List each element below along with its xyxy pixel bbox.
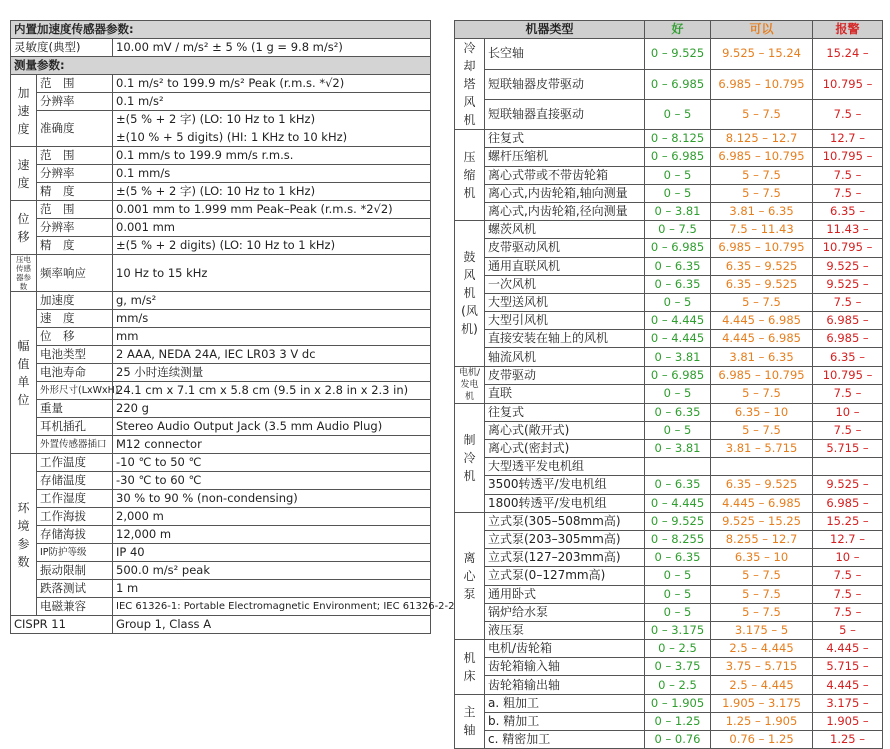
- acceptable-range: 6.35 – 9.525: [711, 275, 813, 293]
- alarm-threshold: 12.7 –: [813, 530, 883, 548]
- machine-name: 大型送风机: [485, 293, 645, 311]
- alarm-threshold: 7.5 –: [813, 166, 883, 184]
- acceptable-range: 8.125 – 12.7: [711, 130, 813, 148]
- good-range: 0 – 8.125: [645, 130, 711, 148]
- header-alarm: 报警: [813, 21, 883, 39]
- table-row: [455, 621, 883, 639]
- units-group-label: 幅值单位: [11, 292, 37, 454]
- table-row: [455, 530, 883, 548]
- good-range: 0 – 4.445: [645, 494, 711, 512]
- spec-label: 重量: [37, 400, 113, 418]
- machine-name: 立式泵(305–508mm高): [485, 512, 645, 530]
- table-row: [455, 712, 883, 730]
- table-row: [455, 293, 883, 311]
- table-row: [455, 69, 883, 99]
- spec-label: 速 度: [37, 310, 113, 328]
- alarm-threshold: 9.525 –: [813, 257, 883, 275]
- table-row: [11, 346, 431, 364]
- table-row: [455, 403, 883, 421]
- good-range: 0 – 9.525: [645, 512, 711, 530]
- spec-value: M12 connector: [113, 436, 431, 454]
- table-row: [455, 275, 883, 293]
- good-range: 0 – 9.525: [645, 39, 711, 69]
- machine-name: 短联轴器直接驱动: [485, 99, 645, 129]
- cispr-label: CISPR 11: [11, 616, 113, 634]
- alarm-threshold: 9.525 –: [813, 275, 883, 293]
- machine-group-label: 主轴: [455, 694, 485, 749]
- acceptable-range: 9.525 – 15.24: [711, 39, 813, 69]
- acceptable-range: 5 – 7.5: [711, 184, 813, 202]
- disp-range-label: 范 围: [37, 201, 113, 219]
- sensor-spec-table: [10, 20, 455, 634]
- machine-name: 1800转透平/发电机组: [485, 494, 645, 512]
- freq-response-value: 10 Hz to 15 kHz: [113, 255, 431, 292]
- velocity-group-label: 速度: [11, 147, 37, 201]
- machine-name: 一次风机: [485, 275, 645, 293]
- machine-name: 齿轮箱输出轴: [485, 676, 645, 694]
- good-range: 0 – 6.35: [645, 257, 711, 275]
- good-range: 0 – 6.985: [645, 366, 711, 385]
- freq-response-label: 频率响应: [37, 255, 113, 292]
- alarm-threshold: 7.5 –: [813, 421, 883, 439]
- good-range: 0 – 5: [645, 385, 711, 404]
- table-row: [455, 494, 883, 512]
- vel-resolution-value: 0.1 mm/s: [113, 165, 431, 183]
- machine-name: a. 粗加工: [485, 694, 645, 712]
- machine-name: 3500转透平/发电机组: [485, 476, 645, 494]
- acceptable-range: 2.5 – 4.445: [711, 640, 813, 658]
- good-range: [645, 458, 711, 476]
- machine-name: 锅炉给水泵: [485, 603, 645, 621]
- table-row: [455, 348, 883, 366]
- acceptable-range: 5 – 7.5: [711, 385, 813, 404]
- spec-value: -30 ℃ to 60 ℃: [113, 472, 431, 490]
- alarm-threshold: 7.5 –: [813, 585, 883, 603]
- table-row: [455, 99, 883, 129]
- spec-value: Stereo Audio Output Jack (3.5 mm Audio Plug): [113, 418, 431, 436]
- good-range: 0 – 4.445: [645, 312, 711, 330]
- table-row: [455, 184, 883, 202]
- table-row: [11, 436, 431, 454]
- alarm-threshold: 5.715 –: [813, 440, 883, 458]
- alarm-threshold: 6.985 –: [813, 312, 883, 330]
- good-range: 0 – 1.25: [645, 712, 711, 730]
- sensitivity-label: 灵敏度(典型): [11, 39, 113, 57]
- environment-group-label: 环境参数: [11, 454, 37, 616]
- machine-name: 直联: [485, 385, 645, 404]
- disp-resolution-label: 分辨率: [37, 219, 113, 237]
- acceptable-range: 2.5 – 4.445: [711, 676, 813, 694]
- spec-value: IP 40: [113, 544, 431, 562]
- table-row: [455, 603, 883, 621]
- machine-name: 离心式(密封式): [485, 440, 645, 458]
- acceptable-range: 5 – 7.5: [711, 166, 813, 184]
- acceptable-range: 4.445 – 6.985: [711, 494, 813, 512]
- acceptable-range: 4.445 – 6.985: [711, 312, 813, 330]
- table-row: [455, 312, 883, 330]
- alarm-threshold: 7.5 –: [813, 184, 883, 202]
- good-range: 0 – 5: [645, 585, 711, 603]
- machine-name: 短联轴器皮带驱动: [485, 69, 645, 99]
- alarm-threshold: 10.795 –: [813, 69, 883, 99]
- measure-params-header: 测量参数:: [11, 57, 431, 75]
- spec-value: mm/s: [113, 310, 431, 328]
- machine-name: 离心式,内齿轮箱,轴向测量: [485, 184, 645, 202]
- table-row: [11, 508, 431, 526]
- machine-name: 立式泵(0–127mm高): [485, 567, 645, 585]
- spec-label: IP防护等级: [37, 544, 113, 562]
- alarm-threshold: 4.445 –: [813, 640, 883, 658]
- alarm-threshold: 6.985 –: [813, 494, 883, 512]
- table-row: [11, 490, 431, 508]
- table-row: [11, 328, 431, 346]
- spec-value: 30 % to 90 % (non-condensing): [113, 490, 431, 508]
- vel-accuracy-label: 精 度: [37, 183, 113, 201]
- spec-value: 25 小时连续测量: [113, 364, 431, 382]
- acceptable-range: 5 – 7.5: [711, 567, 813, 585]
- alarm-threshold: 7.5 –: [813, 567, 883, 585]
- alarm-threshold: 15.24 –: [813, 39, 883, 69]
- table-row: [11, 310, 431, 328]
- header-machine-type: 机器类型: [455, 21, 645, 39]
- good-range: 0 – 6.985: [645, 69, 711, 99]
- machine-name: 立式泵(203–305mm高): [485, 530, 645, 548]
- acceptable-range: 6.35 – 9.525: [711, 257, 813, 275]
- machine-group-label: 制冷机: [455, 403, 485, 512]
- disp-accuracy-value: ±(5 % + 2 digits) (LO: 10 Hz to 1 kHz): [113, 237, 431, 255]
- machine-name: 液压泵: [485, 621, 645, 639]
- table-row: [455, 658, 883, 676]
- table-row: [455, 476, 883, 494]
- good-range: 0 – 0.76: [645, 731, 711, 749]
- machine-group-label: 机床: [455, 640, 485, 695]
- good-range: 0 – 2.5: [645, 676, 711, 694]
- spec-label: 电磁兼容: [37, 598, 113, 616]
- alarm-threshold: 7.5 –: [813, 99, 883, 129]
- spec-label: 加速度: [37, 292, 113, 310]
- machine-name: 通用直联风机: [485, 257, 645, 275]
- table-row: [455, 39, 883, 69]
- table-row: [455, 676, 883, 694]
- machine-group-label: 冷却塔风机: [455, 39, 485, 130]
- good-range: 0 – 5: [645, 421, 711, 439]
- acceptable-range: 3.81 – 5.715: [711, 440, 813, 458]
- alarm-threshold: 1.905 –: [813, 712, 883, 730]
- alarm-threshold: 6.35 –: [813, 202, 883, 220]
- table-row: [455, 458, 883, 476]
- acceptable-range: 5 – 7.5: [711, 585, 813, 603]
- alarm-threshold: 15.25 –: [813, 512, 883, 530]
- good-range: 0 – 5: [645, 293, 711, 311]
- spec-value: mm: [113, 328, 431, 346]
- good-range: 0 – 4.445: [645, 330, 711, 348]
- acceptable-range: 6.35 – 9.525: [711, 476, 813, 494]
- spec-label: 外置传感器插口: [37, 436, 113, 454]
- alarm-threshold: 7.5 –: [813, 385, 883, 404]
- alarm-threshold: 7.5 –: [813, 293, 883, 311]
- table-row: [11, 418, 431, 436]
- table-row: [455, 731, 883, 749]
- acceptable-range: 5 – 7.5: [711, 99, 813, 129]
- alarm-threshold: 10.795 –: [813, 239, 883, 257]
- table-row: [455, 130, 883, 148]
- alarm-threshold: 5.715 –: [813, 658, 883, 676]
- spec-value: -10 ℃ to 50 ℃: [113, 454, 431, 472]
- internal-sensor-header: 内置加速度传感器参数:: [11, 21, 431, 39]
- acceptable-range: 1.905 – 3.175: [711, 694, 813, 712]
- good-range: 0 – 6.35: [645, 275, 711, 293]
- acc-accuracy-value-lo: ±(5 % + 2 字) (LO: 10 Hz to 1 kHz): [113, 111, 431, 129]
- acceptable-range: 3.175 – 5: [711, 621, 813, 639]
- acceptable-range: 6.985 – 10.795: [711, 148, 813, 166]
- machine-name: 往复式: [485, 403, 645, 421]
- good-range: 0 – 8.255: [645, 530, 711, 548]
- good-range: 0 – 3.81: [645, 348, 711, 366]
- table-row: [11, 562, 431, 580]
- displacement-group-label: 位移: [11, 201, 37, 255]
- alarm-threshold: 4.445 –: [813, 676, 883, 694]
- machine-group-label: 鼓风机(风机): [455, 221, 485, 367]
- alarm-threshold: 11.43 –: [813, 221, 883, 239]
- table-row: [455, 366, 883, 385]
- spec-value: 2,000 m: [113, 508, 431, 526]
- acc-range-value: 0.1 m/s² to 199.9 m/s² Peak (r.m.s. *√2): [113, 75, 431, 93]
- table-row: [455, 567, 883, 585]
- machine-name: b. 精加工: [485, 712, 645, 730]
- table-row: [455, 585, 883, 603]
- acc-resolution-value: 0.1 m/s²: [113, 93, 431, 111]
- vel-accuracy-value: ±(5 % + 2 字) (LO: 10 Hz to 1 kHz): [113, 183, 431, 201]
- good-range: 0 – 5: [645, 166, 711, 184]
- vibration-severity-table: [454, 20, 883, 749]
- machine-name: 长空轴: [485, 39, 645, 69]
- machine-name: 大型透平发电机组: [485, 458, 645, 476]
- acceptable-range: 3.81 – 6.35: [711, 202, 813, 220]
- spec-value: IEC 61326-1: Portable Electromagnetic Environment; IEC 61326-2-2: [113, 598, 431, 616]
- header-acceptable: 可以: [711, 21, 813, 39]
- machine-name: 离心式带或不带齿轮箱: [485, 166, 645, 184]
- alarm-threshold: 6.35 –: [813, 348, 883, 366]
- acceptable-range: 1.25 – 1.905: [711, 712, 813, 730]
- machine-group-label: 离心泵: [455, 512, 485, 639]
- acceptable-range: 4.445 – 6.985: [711, 330, 813, 348]
- good-range: 0 – 3.175: [645, 621, 711, 639]
- machine-name: 螺茨风机: [485, 221, 645, 239]
- spec-label: 电池类型: [37, 346, 113, 364]
- table-row: [455, 512, 883, 530]
- acceptable-range: 5 – 7.5: [711, 293, 813, 311]
- spec-label: 位 移: [37, 328, 113, 346]
- table-row: [455, 257, 883, 275]
- machine-name: 螺杆压缩机: [485, 148, 645, 166]
- alarm-threshold: 10.795 –: [813, 148, 883, 166]
- acceptable-range: 0.76 – 1.25: [711, 731, 813, 749]
- acceptable-range: 9.525 – 15.25: [711, 512, 813, 530]
- disp-range-value: 0.001 mm to 1.999 mm Peak–Peak (r.m.s. *2√2): [113, 201, 431, 219]
- table-row: [11, 454, 431, 472]
- spec-label: 工作湿度: [37, 490, 113, 508]
- table-row: [11, 292, 431, 310]
- acceptable-range: 5 – 7.5: [711, 603, 813, 621]
- spec-value: 220 g: [113, 400, 431, 418]
- good-range: 0 – 1.905: [645, 694, 711, 712]
- acceptable-range: 3.81 – 6.35: [711, 348, 813, 366]
- spec-label: 跌落测试: [37, 580, 113, 598]
- header-good: 好: [645, 21, 711, 39]
- good-range: 0 – 6.985: [645, 148, 711, 166]
- acceptable-range: 6.35 – 10: [711, 549, 813, 567]
- acceptable-range: 6.985 – 10.795: [711, 366, 813, 385]
- good-range: 0 – 3.75: [645, 658, 711, 676]
- acceptable-range: 3.75 – 5.715: [711, 658, 813, 676]
- alarm-threshold: 9.525 –: [813, 476, 883, 494]
- good-range: 0 – 6.35: [645, 476, 711, 494]
- machine-name: 齿轮箱输入轴: [485, 658, 645, 676]
- machine-name: 大型引风机: [485, 312, 645, 330]
- vel-range-value: 0.1 mm/s to 199.9 mm/s r.m.s.: [113, 147, 431, 165]
- acceptable-range: 6.985 – 10.795: [711, 239, 813, 257]
- alarm-threshold: [813, 458, 883, 476]
- spec-value: 12,000 m: [113, 526, 431, 544]
- disp-accuracy-label: 精 度: [37, 237, 113, 255]
- acceptable-range: 8.255 – 12.7: [711, 530, 813, 548]
- alarm-threshold: 3.175 –: [813, 694, 883, 712]
- acceptable-range: 6.35 – 10: [711, 403, 813, 421]
- good-range: 0 – 5: [645, 567, 711, 585]
- acceptable-range: 5 – 7.5: [711, 421, 813, 439]
- machine-group-label: 电机/发电机: [455, 366, 485, 403]
- machine-name: 离心式,内齿轮箱,径向测量: [485, 202, 645, 220]
- spec-label: 外形尺寸(LxWxH): [37, 382, 113, 400]
- spec-value: 2 AAA, NEDA 24A, IEC LR03 3 V dc: [113, 346, 431, 364]
- acc-resolution-label: 分辨率: [37, 93, 113, 111]
- good-range: 0 – 5: [645, 603, 711, 621]
- vel-range-label: 范 围: [37, 147, 113, 165]
- good-range: 0 – 3.81: [645, 440, 711, 458]
- table-row: [11, 364, 431, 382]
- machine-name: 离心式(敞开式): [485, 421, 645, 439]
- alarm-threshold: 5 –: [813, 621, 883, 639]
- spec-label: 存储温度: [37, 472, 113, 490]
- machine-name: 轴流风机: [485, 348, 645, 366]
- machine-name: c. 精密加工: [485, 731, 645, 749]
- good-range: 0 – 3.81: [645, 202, 711, 220]
- spec-label: 工作海拔: [37, 508, 113, 526]
- acceleration-group-label: 加速度: [11, 75, 37, 147]
- good-range: 0 – 5: [645, 184, 711, 202]
- table-row: [455, 694, 883, 712]
- table-row: [455, 239, 883, 257]
- table-row: [11, 526, 431, 544]
- table-row: [455, 166, 883, 184]
- alarm-threshold: 12.7 –: [813, 130, 883, 148]
- acc-accuracy-value-hi: ±(10 % + 5 digits) (HI: 1 KHz to 10 kHz): [113, 129, 431, 147]
- machine-name: 往复式: [485, 130, 645, 148]
- acceptable-range: 6.985 – 10.795: [711, 69, 813, 99]
- machine-name: 电机/齿轮箱: [485, 640, 645, 658]
- spec-label: 工作温度: [37, 454, 113, 472]
- spec-label: 振动限制: [37, 562, 113, 580]
- table-row: [11, 580, 431, 598]
- table-row: [455, 148, 883, 166]
- spec-label: 存储海拔: [37, 526, 113, 544]
- good-range: 0 – 7.5: [645, 221, 711, 239]
- spec-value: 1 m: [113, 580, 431, 598]
- spec-value: g, m/s²: [113, 292, 431, 310]
- spec-label: 电池寿命: [37, 364, 113, 382]
- machine-name: 直接安装在轴上的风机: [485, 330, 645, 348]
- good-range: 0 – 6.35: [645, 403, 711, 421]
- good-range: 0 – 5: [645, 99, 711, 129]
- spec-label: 耳机插孔: [37, 418, 113, 436]
- table-row: [455, 421, 883, 439]
- cispr-value: Group 1, Class A: [113, 616, 431, 634]
- alarm-threshold: 10 –: [813, 403, 883, 421]
- sensitivity-value: 10.00 mV / m/s² ± 5 % (1 g = 9.8 m/s²): [113, 39, 431, 57]
- acceptable-range: [711, 458, 813, 476]
- table-row: [455, 440, 883, 458]
- table-row: [11, 400, 431, 418]
- acc-range-label: 范 围: [37, 75, 113, 93]
- table-row: [11, 382, 431, 400]
- good-range: 0 – 6.985: [645, 239, 711, 257]
- acc-accuracy-label: 准确度: [37, 111, 113, 147]
- disp-resolution-value: 0.001 mm: [113, 219, 431, 237]
- machine-name: 立式泵(127–203mm高): [485, 549, 645, 567]
- machine-group-label: 压缩机: [455, 130, 485, 221]
- spec-value: 500.0 m/s² peak: [113, 562, 431, 580]
- table-row: [455, 221, 883, 239]
- machine-name: 皮带驱动风机: [485, 239, 645, 257]
- vel-resolution-label: 分辨率: [37, 165, 113, 183]
- spec-value: 24.1 cm x 7.1 cm x 5.8 cm (9.5 in x 2.8 in x 2.3 in): [113, 382, 431, 400]
- table-row: [455, 330, 883, 348]
- alarm-threshold: 10 –: [813, 549, 883, 567]
- table-row: [455, 549, 883, 567]
- table-row: [11, 472, 431, 490]
- good-range: 0 – 6.35: [645, 549, 711, 567]
- alarm-threshold: 1.25 –: [813, 731, 883, 749]
- table-row: [455, 640, 883, 658]
- acceptable-range: 7.5 – 11.43: [711, 221, 813, 239]
- alarm-threshold: 7.5 –: [813, 603, 883, 621]
- machine-name: 皮带驱动: [485, 366, 645, 385]
- alarm-threshold: 10.795 –: [813, 366, 883, 385]
- table-row: [455, 385, 883, 404]
- table-row: [11, 544, 431, 562]
- good-range: 0 – 2.5: [645, 640, 711, 658]
- table-row: [11, 598, 431, 616]
- piezo-group-label: 压电传感器参数: [11, 255, 37, 292]
- alarm-threshold: 6.985 –: [813, 330, 883, 348]
- machine-name: 通用卧式: [485, 585, 645, 603]
- table-row: [455, 202, 883, 220]
